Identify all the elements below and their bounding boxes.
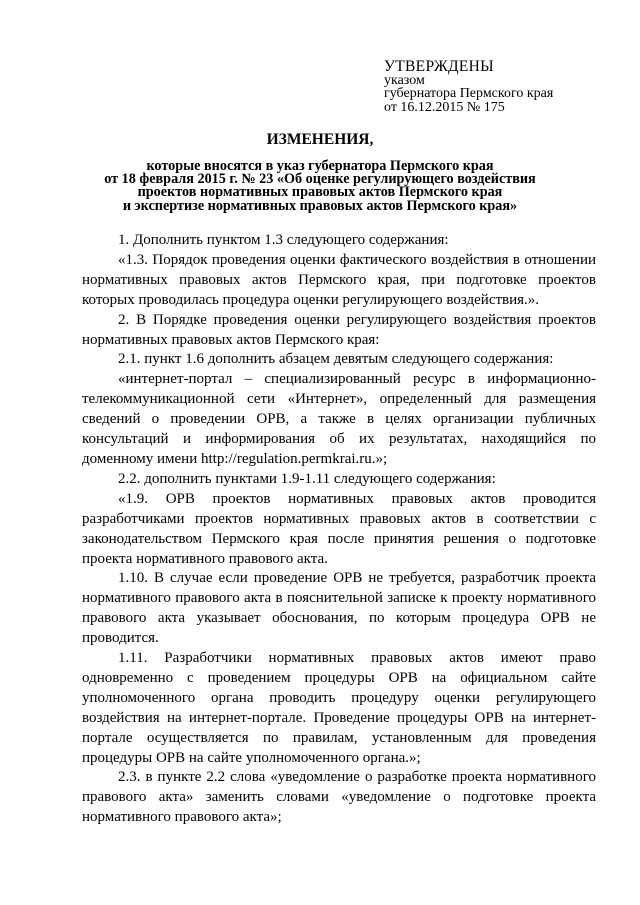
- approval-line: губернатора Пермского края: [384, 86, 554, 101]
- paragraph: «интернет-портал – специализированный ресурс в информационно-телекоммуникационной сети «Интернет», определенный для размещения сведений о проведении ОРВ, а также в целях организации публичных консультаций и информирования об их результатах, находящийся по доменному имени http://regulation.permkrai.ru.»;: [82, 371, 596, 467]
- paragraph: 2. В Порядке проведения оценки регулирующего воздействия проектов нормативных правовых актов Пермского края:: [82, 311, 596, 348]
- paragraph: 2.2. дополнить пунктами 1.9-1.11 следующего содержания:: [118, 470, 496, 487]
- paragraph: 1.11. Разработчики нормативных правовых актов имеют право одновременно с проведением процедуры ОРВ на официальном сайте уполномоченного органа проводить процедуру оценки регулирующего воздействия на интернет-портале. Проведение процедуры ОРВ на интернет-портале осуществляется по правилам, установленным для проведения процедуры ОРВ на сайте уполномоченного органа.»;: [82, 650, 596, 766]
- approval-line: указом: [384, 72, 425, 88]
- subtitle-line: которые вносятся в указ губернатора Пермского края: [146, 158, 494, 174]
- paragraph: 1. Дополнить пунктом 1.3 следующего содержания:: [118, 232, 449, 248]
- approval-block: [384, 60, 553, 114]
- paragraph: 1.10. В случае если проведение ОРВ не требуется, разработчик проекта нормативного правового акта в пояснительной записке к проекту нормативного правового акта указывает обоснования, по которым процедура ОРВ не проводится.: [82, 570, 596, 647]
- approval-line: от 16.12.2015 № 175: [384, 99, 505, 115]
- subtitle-line: от 18 февраля 2015 г. № 23 «Об оценке регулирующего воздействия: [104, 171, 536, 188]
- paragraph: «1.9. ОРВ проектов нормативных правовых актов проводится разработчиками проектов нормативных правовых актов в соответствии с законодательством Пермского края после принятия решения о подготовке проекта нормативного правового акта.: [82, 490, 596, 567]
- document-title: ИЗМЕНЕНИЯ,: [266, 131, 374, 148]
- subtitle-line: проектов нормативных правовых актов Пермского края: [137, 184, 503, 201]
- document-body: [82, 231, 596, 828]
- approval-heading: УТВЕРЖДЕНЫ: [384, 58, 494, 75]
- paragraph: 2.3. в пункте 2.2 слова «уведомление о разработке проекта нормативного правового акта» заменить словами «уведомление о подготовке проекта нормативного правового акта»;: [82, 769, 596, 826]
- document-subtitle: [90, 160, 550, 213]
- paragraph: «1.3. Порядок проведения оценки фактического воздействия в отношении нормативных правовых актов Пермского края, при подготовке проектов которых проводилась процедура оценки регулирующего воздействия.».: [82, 251, 596, 308]
- paragraph: 2.1. пункт 1.6 дополнить абзацем девятым следующего содержания:: [118, 351, 554, 368]
- subtitle-line: и экспертизе нормативных правовых актов Пермского края»: [122, 197, 518, 214]
